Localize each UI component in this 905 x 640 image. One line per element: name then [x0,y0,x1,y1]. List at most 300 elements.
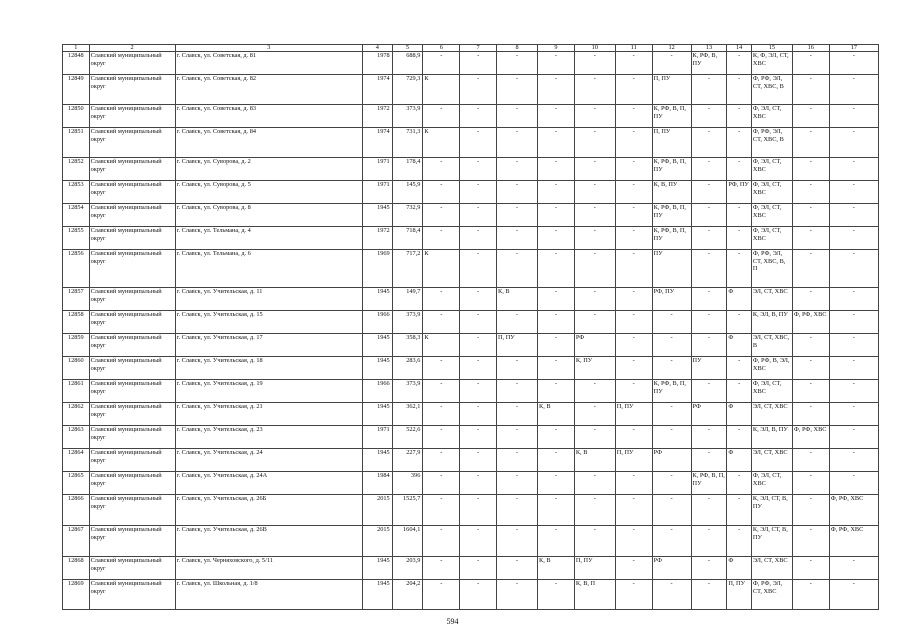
cell-col-6: - [423,449,460,472]
cell-col-17: - [829,158,878,181]
cell-year-built: 1945 [362,357,392,380]
cell-col-7: - [460,357,497,380]
cell-col-8: - [497,472,538,495]
table-row [63,181,879,204]
cell-col-13: - [691,181,727,204]
cell-col-12: К, РФ, В, П, ПУ [652,105,691,128]
cell-col-17: - [829,472,878,495]
cell-address: г. Славск, ул. Учительская, д. 24А [175,472,362,495]
cell-col-15: Ф, ЭЛ, СТ, ХВС [751,181,792,204]
cell-district: Славский муниципальный округ [89,526,175,557]
cell-col-10: - [574,128,615,158]
cell-col-6: - [423,426,460,449]
cell-row-id: 12865 [63,472,90,495]
cell-year-built: 1945 [362,288,392,311]
cell-col-9: - [538,311,575,334]
cell-col-16: - [792,158,829,181]
cell-col-9: - [538,449,575,472]
cell-col-13: ПУ [691,357,727,380]
cell-col-7: - [460,380,497,403]
cell-col-7: - [460,105,497,128]
cell-col-17: - [829,204,878,227]
cell-col-17: - [829,403,878,426]
cell-col-12: РФ, ПУ [652,288,691,311]
cell-row-id: 12867 [63,526,90,557]
cell-col-14: Ф [727,334,752,357]
cell-col-14: - [727,526,752,557]
cell-col-9: - [538,250,575,288]
cell-col-11: - [615,250,652,288]
cell-row-id: 12862 [63,403,90,426]
cell-col-6: - [423,580,460,610]
cell-col-10: - [574,204,615,227]
cell-col-13: - [691,250,727,288]
cell-district: Славский муниципальный округ [89,181,175,204]
cell-address: г. Славск, ул. Учительская, д. 17 [175,334,362,357]
cell-col-9: - [538,334,575,357]
cell-col-13: РФ [691,403,727,426]
cell-year-built: 1978 [362,52,392,75]
cell-row-id: 12853 [63,181,90,204]
cell-col-13: - [691,311,727,334]
table-row [63,158,879,181]
cell-col-9: - [538,580,575,610]
cell-col-7: - [460,75,497,105]
column-number-header: 5 [392,45,423,52]
cell-col-17: - [829,426,878,449]
cell-col-16: - [792,380,829,403]
cell-col-10: - [574,288,615,311]
cell-col-8: - [497,227,538,250]
cell-col-14: - [727,128,752,158]
cell-col-10: - [574,495,615,526]
cell-row-id: 12849 [63,75,90,105]
cell-col-14: Ф [727,449,752,472]
cell-col-16: - [792,403,829,426]
cell-district: Славский муниципальный округ [89,227,175,250]
cell-col-12: - [652,495,691,526]
column-number-header: 12 [652,45,691,52]
cell-col-16: - [792,495,829,526]
table-body [63,52,879,610]
cell-year-built: 1966 [362,380,392,403]
cell-col-14: - [727,158,752,181]
cell-year-built: 2015 [362,495,392,526]
cell-col-9: - [538,105,575,128]
cell-col-17: - [829,449,878,472]
cell-area: 373,9 [392,311,423,334]
cell-district: Славский муниципальный округ [89,357,175,380]
column-number-header: 15 [751,45,792,52]
cell-col-13: - [691,105,727,128]
cell-col-10: К, В, П [574,580,615,610]
cell-col-16: - [792,52,829,75]
cell-col-8: П, ПУ [497,334,538,357]
cell-area: 718,4 [392,227,423,250]
cell-col-16: - [792,105,829,128]
cell-col-12: П, ПУ [652,75,691,105]
cell-district: Славский муниципальный округ [89,288,175,311]
cell-address: г. Славск, ул. Учительская, д. 19 [175,380,362,403]
cell-col-14: - [727,380,752,403]
cell-col-6: - [423,181,460,204]
cell-col-14: - [727,495,752,526]
cell-col-12: К, РФ, В, П, ПУ [652,158,691,181]
cell-col-10: - [574,105,615,128]
cell-col-8: - [497,380,538,403]
cell-col-6: - [423,204,460,227]
cell-col-8: - [497,580,538,610]
cell-col-15: К, ЭЛ, СТ, В, ПУ [751,526,792,557]
cell-col-12: - [652,311,691,334]
cell-col-6: - [423,288,460,311]
cell-year-built: 1945 [362,449,392,472]
page-number: 594 [446,617,459,626]
cell-col-12: ПУ [652,250,691,288]
cell-col-17: - [829,52,878,75]
cell-col-7: - [460,426,497,449]
table-row [63,128,879,158]
column-number-header: 4 [362,45,392,52]
column-number-header: 8 [497,45,538,52]
cell-col-12: - [652,357,691,380]
cell-col-7: - [460,334,497,357]
cell-col-14: - [727,105,752,128]
cell-col-6: - [423,158,460,181]
cell-address: г. Славск, ул. Советская, д. 84 [175,128,362,158]
cell-col-9: - [538,526,575,557]
cell-col-14: - [727,204,752,227]
cell-district: Славский муниципальный округ [89,557,175,580]
cell-col-6: - [423,311,460,334]
cell-col-14: П, ПУ [727,580,752,610]
cell-district: Славский муниципальный округ [89,380,175,403]
cell-col-15: Ф, ЭЛ, СТ, ХВС [751,227,792,250]
cell-col-13: - [691,288,727,311]
cell-col-6: - [423,472,460,495]
cell-col-10: К, ПУ [574,357,615,380]
cell-col-9: - [538,181,575,204]
cell-col-14: - [727,357,752,380]
cell-col-15: К, ЭЛ, В, ПУ [751,426,792,449]
cell-col-10: - [574,426,615,449]
cell-row-id: 12856 [63,250,90,288]
cell-col-11: - [615,526,652,557]
column-number-header: 2 [89,45,175,52]
cell-col-14: - [727,250,752,288]
table-row [63,403,879,426]
cell-col-8: - [497,181,538,204]
cell-col-13: К, РФ, В, П, ПУ [691,472,727,495]
cell-col-15: ЭЛ, СТ, ХВС, В [751,334,792,357]
cell-col-7: - [460,158,497,181]
cell-area: 1525,7 [392,495,423,526]
cell-area: 283,6 [392,357,423,380]
cell-col-15: Ф, ЭЛ, СТ, ХВС [751,158,792,181]
table-row [63,472,879,495]
cell-address: г. Славск, ул. Учительская, д. 24 [175,449,362,472]
cell-col-17: - [829,181,878,204]
cell-year-built: 1984 [362,472,392,495]
cell-col-7: - [460,128,497,158]
column-number-header: 14 [727,45,752,52]
cell-col-9: - [538,495,575,526]
cell-year-built: 2015 [362,526,392,557]
cell-col-16: - [792,181,829,204]
cell-col-16: - [792,128,829,158]
cell-col-14: - [727,52,752,75]
cell-row-id: 12869 [63,580,90,610]
cell-col-13: - [691,449,727,472]
column-number-header: 11 [615,45,652,52]
cell-col-16: - [792,227,829,250]
cell-address: г. Славск, ул. Тельмана, д. 4 [175,227,362,250]
cell-col-11: - [615,426,652,449]
cell-col-15: Ф, ЭЛ, СТ, ХВС [751,204,792,227]
table-row [63,204,879,227]
cell-col-9: - [538,227,575,250]
cell-col-11: - [615,128,652,158]
cell-col-17: - [829,557,878,580]
cell-col-6: К [423,250,460,288]
cell-col-14: - [727,311,752,334]
cell-col-15: ЭЛ, СТ, ХВС [751,557,792,580]
cell-col-12: - [652,426,691,449]
cell-col-7: - [460,288,497,311]
cell-col-17: - [829,288,878,311]
cell-col-17: - [829,128,878,158]
cell-district: Славский муниципальный округ [89,311,175,334]
cell-col-8: - [497,128,538,158]
cell-col-16: - [792,526,829,557]
cell-col-7: - [460,52,497,75]
cell-col-11: - [615,158,652,181]
cell-col-15: ЭЛ, СТ, ХВС [751,288,792,311]
column-number-header: 7 [460,45,497,52]
cell-col-12: К, В, ПУ [652,181,691,204]
cell-col-10: - [574,526,615,557]
cell-area: 1604,1 [392,526,423,557]
cell-col-15: Ф, ЭЛ, СТ, ХВС [751,472,792,495]
cell-col-8: - [497,158,538,181]
cell-district: Славский муниципальный округ [89,75,175,105]
cell-col-17: - [829,357,878,380]
cell-col-6: - [423,495,460,526]
cell-row-id: 12851 [63,128,90,158]
cell-col-10: - [574,227,615,250]
cell-col-11: - [615,311,652,334]
cell-col-16: - [792,288,829,311]
cell-area: 717,2 [392,250,423,288]
cell-col-17: - [829,334,878,357]
cell-district: Славский муниципальный округ [89,52,175,75]
cell-area: 732,9 [392,204,423,227]
cell-row-id: 12858 [63,311,90,334]
cell-row-id: 12859 [63,334,90,357]
cell-col-6: - [423,227,460,250]
cell-address: г. Славск, ул. Учительская, д. 15 [175,311,362,334]
cell-col-11: - [615,334,652,357]
cell-address: г. Славск, ул. Учительская, д. 23 [175,426,362,449]
cell-col-15: Ф, РФ, ЭЛ, СТ, ХВС, В [751,128,792,158]
cell-col-9: - [538,158,575,181]
cell-area: 731,3 [392,128,423,158]
column-number-header: 16 [792,45,829,52]
cell-district: Славский муниципальный округ [89,426,175,449]
cell-year-built: 1971 [362,158,392,181]
cell-district: Славский муниципальный округ [89,250,175,288]
cell-area: 688,9 [392,52,423,75]
cell-row-id: 12855 [63,227,90,250]
cell-col-6: - [423,526,460,557]
cell-area: 149,7 [392,288,423,311]
cell-col-11: - [615,380,652,403]
cell-col-10: К, В [574,449,615,472]
cell-district: Славский муниципальный округ [89,495,175,526]
cell-col-7: - [460,449,497,472]
cell-year-built: 1974 [362,128,392,158]
cell-col-10: - [574,158,615,181]
cell-col-9: - [538,472,575,495]
cell-col-6: К [423,75,460,105]
cell-col-16: - [792,250,829,288]
cell-col-9: К, В [538,403,575,426]
cell-col-10: П, ПУ [574,557,615,580]
cell-col-15: К, ЭЛ, В, ПУ [751,311,792,334]
cell-col-12: - [652,52,691,75]
cell-col-14: - [727,426,752,449]
cell-area: 396 [392,472,423,495]
cell-col-11: - [615,472,652,495]
cell-col-9: - [538,128,575,158]
table-row [63,311,879,334]
cell-col-15: Ф, ЭЛ, СТ, ХВС [751,380,792,403]
cell-col-7: - [460,472,497,495]
cell-col-15: ЭЛ, СТ, ХВС [751,449,792,472]
cell-col-7: - [460,181,497,204]
cell-col-17: Ф, РФ, ХВС [829,526,878,557]
cell-col-7: - [460,526,497,557]
cell-col-11: - [615,580,652,610]
cell-district: Славский муниципальный округ [89,449,175,472]
table-row [63,357,879,380]
cell-col-15: ЭЛ, СТ, ХВС [751,403,792,426]
cell-year-built: 1971 [362,181,392,204]
cell-district: Славский муниципальный округ [89,128,175,158]
cell-district: Славский муниципальный округ [89,403,175,426]
cell-district: Славский муниципальный округ [89,472,175,495]
cell-col-16: - [792,357,829,380]
cell-col-11: - [615,557,652,580]
cell-col-14: Ф [727,403,752,426]
cell-col-13: К, РФ, В, ПУ [691,52,727,75]
cell-col-8: - [497,526,538,557]
cell-row-id: 12850 [63,105,90,128]
cell-col-12: - [652,334,691,357]
cell-col-14: - [727,227,752,250]
cell-col-13: - [691,75,727,105]
cell-col-8: - [497,105,538,128]
cell-col-8: - [497,75,538,105]
cell-col-12: - [652,403,691,426]
cell-col-11: - [615,288,652,311]
cell-area: 203,9 [392,557,423,580]
cell-col-14: Ф [727,557,752,580]
cell-col-13: - [691,580,727,610]
cell-col-13: - [691,526,727,557]
cell-col-11: - [615,495,652,526]
cell-col-15: К, Ф, ЭЛ, СТ, ХВС [751,52,792,75]
cell-col-13: - [691,128,727,158]
cell-col-16: Ф, РФ, ХВС [792,311,829,334]
cell-col-6: - [423,380,460,403]
cell-col-17: - [829,105,878,128]
cell-col-13: - [691,334,727,357]
cell-col-17: Ф, РФ, ХВС [829,495,878,526]
cell-district: Славский муниципальный округ [89,580,175,610]
cell-col-8: - [497,495,538,526]
cell-year-built: 1945 [362,334,392,357]
cell-year-built: 1966 [362,311,392,334]
cell-col-16: - [792,334,829,357]
table-row [63,288,879,311]
cell-col-8: - [497,557,538,580]
cell-address: г. Славск, ул. Учительская, д. 26В [175,526,362,557]
table-row [63,250,879,288]
cell-district: Славский муниципальный округ [89,204,175,227]
cell-col-9: - [538,357,575,380]
column-number-header: 13 [691,45,727,52]
cell-col-14: Ф [727,288,752,311]
cell-col-9: - [538,75,575,105]
cell-col-12: - [652,580,691,610]
cell-col-11: П, ПУ [615,449,652,472]
cell-year-built: 1945 [362,403,392,426]
cell-col-11: - [615,75,652,105]
cell-address: г. Славск, ул. Советская, д. 81 [175,52,362,75]
table-row [63,334,879,357]
cell-area: 204,2 [392,580,423,610]
cell-col-8: К, В [497,288,538,311]
cell-col-13: - [691,204,727,227]
cell-row-id: 12868 [63,557,90,580]
cell-col-7: - [460,311,497,334]
cell-col-10: - [574,52,615,75]
cell-col-9: - [538,380,575,403]
cell-col-6: - [423,557,460,580]
cell-row-id: 12863 [63,426,90,449]
cell-year-built: 1969 [362,250,392,288]
table-row [63,227,879,250]
cell-col-8: - [497,52,538,75]
cell-col-7: - [460,204,497,227]
cell-col-15: Ф, РФ, ЭЛ, СТ, ХВС, В, П [751,250,792,288]
cell-address: г. Славск, ул. Советская, д. 82 [175,75,362,105]
cell-address: г. Славск, ул. Учительская, д. 26Б [175,495,362,526]
cell-col-14: РФ, ПУ [727,181,752,204]
cell-col-17: - [829,75,878,105]
cell-col-15: К, ЭЛ, СТ, В, ПУ [751,495,792,526]
cell-col-16: - [792,472,829,495]
cell-col-15: Ф, РФ, В, ЭЛ, ХВС [751,357,792,380]
cell-district: Славский муниципальный округ [89,158,175,181]
cell-col-15: Ф, ЭЛ, СТ, ХВС [751,105,792,128]
column-number-header: 3 [175,45,362,52]
cell-area: 522,6 [392,426,423,449]
cell-col-14: - [727,472,752,495]
cell-address: г. Славск, ул. Суворова, д. 2 [175,158,362,181]
cell-col-11: - [615,204,652,227]
